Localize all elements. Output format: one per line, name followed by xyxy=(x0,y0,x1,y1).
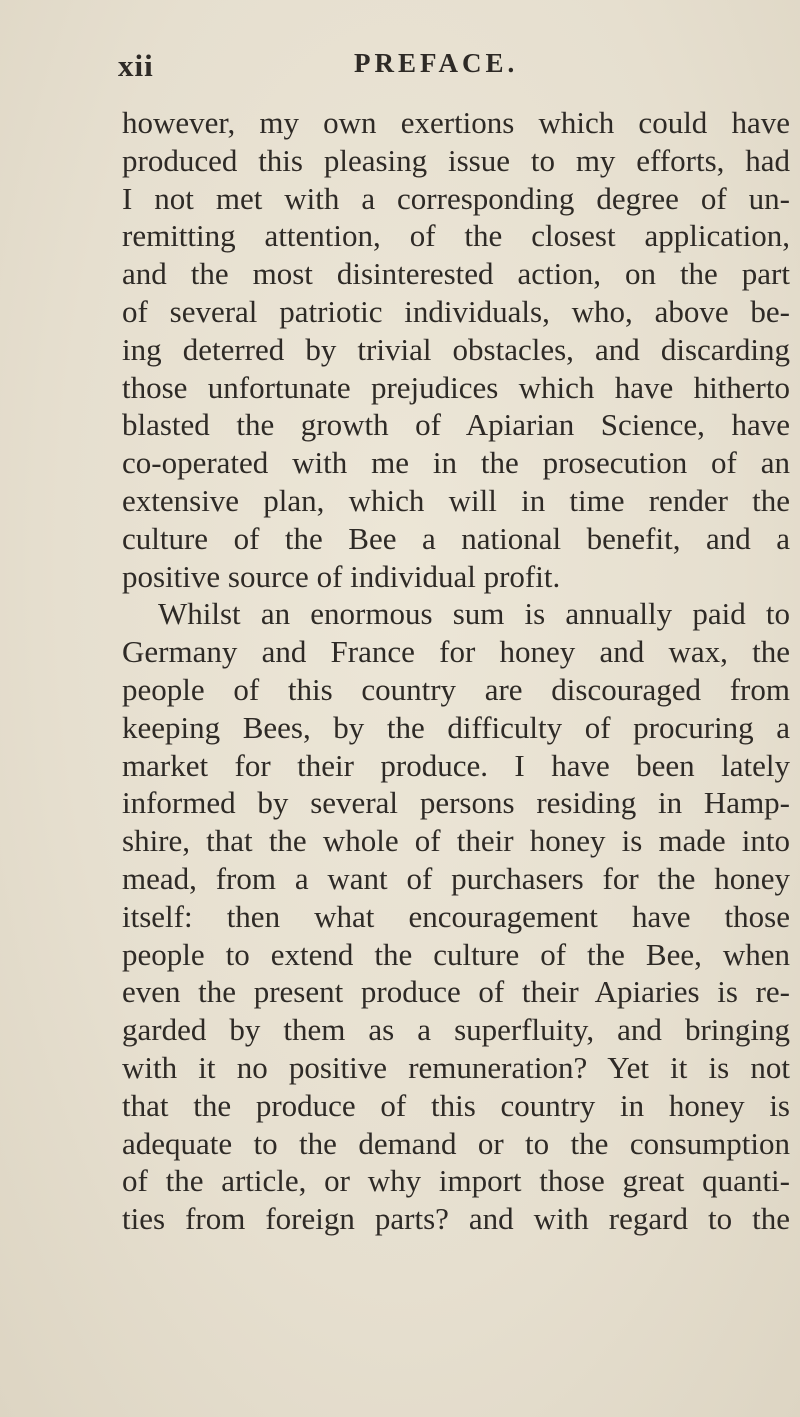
text-line: produced this pleasing issue to my efforts, had xyxy=(122,142,790,178)
text-line: that the produce of this country in honey is xyxy=(122,1087,790,1123)
text-line: adequate to the demand or to the consumption xyxy=(122,1125,790,1161)
text-line: people of this country are discouraged from xyxy=(122,671,790,707)
text-line: Germany and France for honey and wax, the xyxy=(122,634,790,670)
text-line: co-operated with me in the prosecution of an xyxy=(122,445,790,481)
text-line: and the most disinterested action, on the part xyxy=(122,256,790,292)
running-title: PREFACE. xyxy=(354,48,519,78)
text-line: those unfortunate prejudices which have hitherto xyxy=(122,369,790,405)
text-line: of the article, or why import those great quanti- xyxy=(122,1163,790,1199)
text-line: ties from foreign parts? and with regard to the xyxy=(122,1201,790,1237)
text-line: market for their produce. I have been lately xyxy=(122,747,790,783)
text-line: informed by several persons residing in Hamp- xyxy=(122,785,790,821)
text-line: itself: then what encouragement have those xyxy=(122,898,790,934)
text-line: of several patriotic individuals, who, above be- xyxy=(122,293,790,329)
text-line: however, my own exertions which could have xyxy=(122,105,790,140)
body-text xyxy=(122,104,790,1238)
text-line: I not met with a corresponding degree of un- xyxy=(122,180,790,216)
text-line: keeping Bees, by the difficulty of procuring a xyxy=(122,709,790,745)
text-line: shire, that the whole of their honey is made into xyxy=(122,823,790,859)
text-line: culture of the Bee a national benefit, and a xyxy=(122,520,790,556)
text-line: people to extend the culture of the Bee, when xyxy=(122,936,790,972)
text-line: extensive plan, which will in time render the xyxy=(122,482,790,518)
text-line: even the present produce of their Apiaries is re- xyxy=(122,974,790,1010)
paragraph-start-line: Whilst an enormous sum is annually paid to xyxy=(158,596,790,632)
text-line: mead, from a want of purchasers for the honey xyxy=(122,860,790,896)
text-line: garded by them as a superfluity, and bringing xyxy=(122,1012,790,1048)
text-line: with it no positive remuneration? Yet it is not xyxy=(122,1049,790,1085)
text-line: remitting attention, of the closest application, xyxy=(122,218,790,254)
text-line: blasted the growth of Apiarian Science, have xyxy=(122,407,790,443)
paragraph-end-line: positive source of individual profit. xyxy=(122,558,561,594)
running-head xyxy=(118,48,794,88)
text-line: ing deterred by trivial obstacles, and discarding xyxy=(122,331,790,367)
page-number: xii xyxy=(118,48,154,83)
